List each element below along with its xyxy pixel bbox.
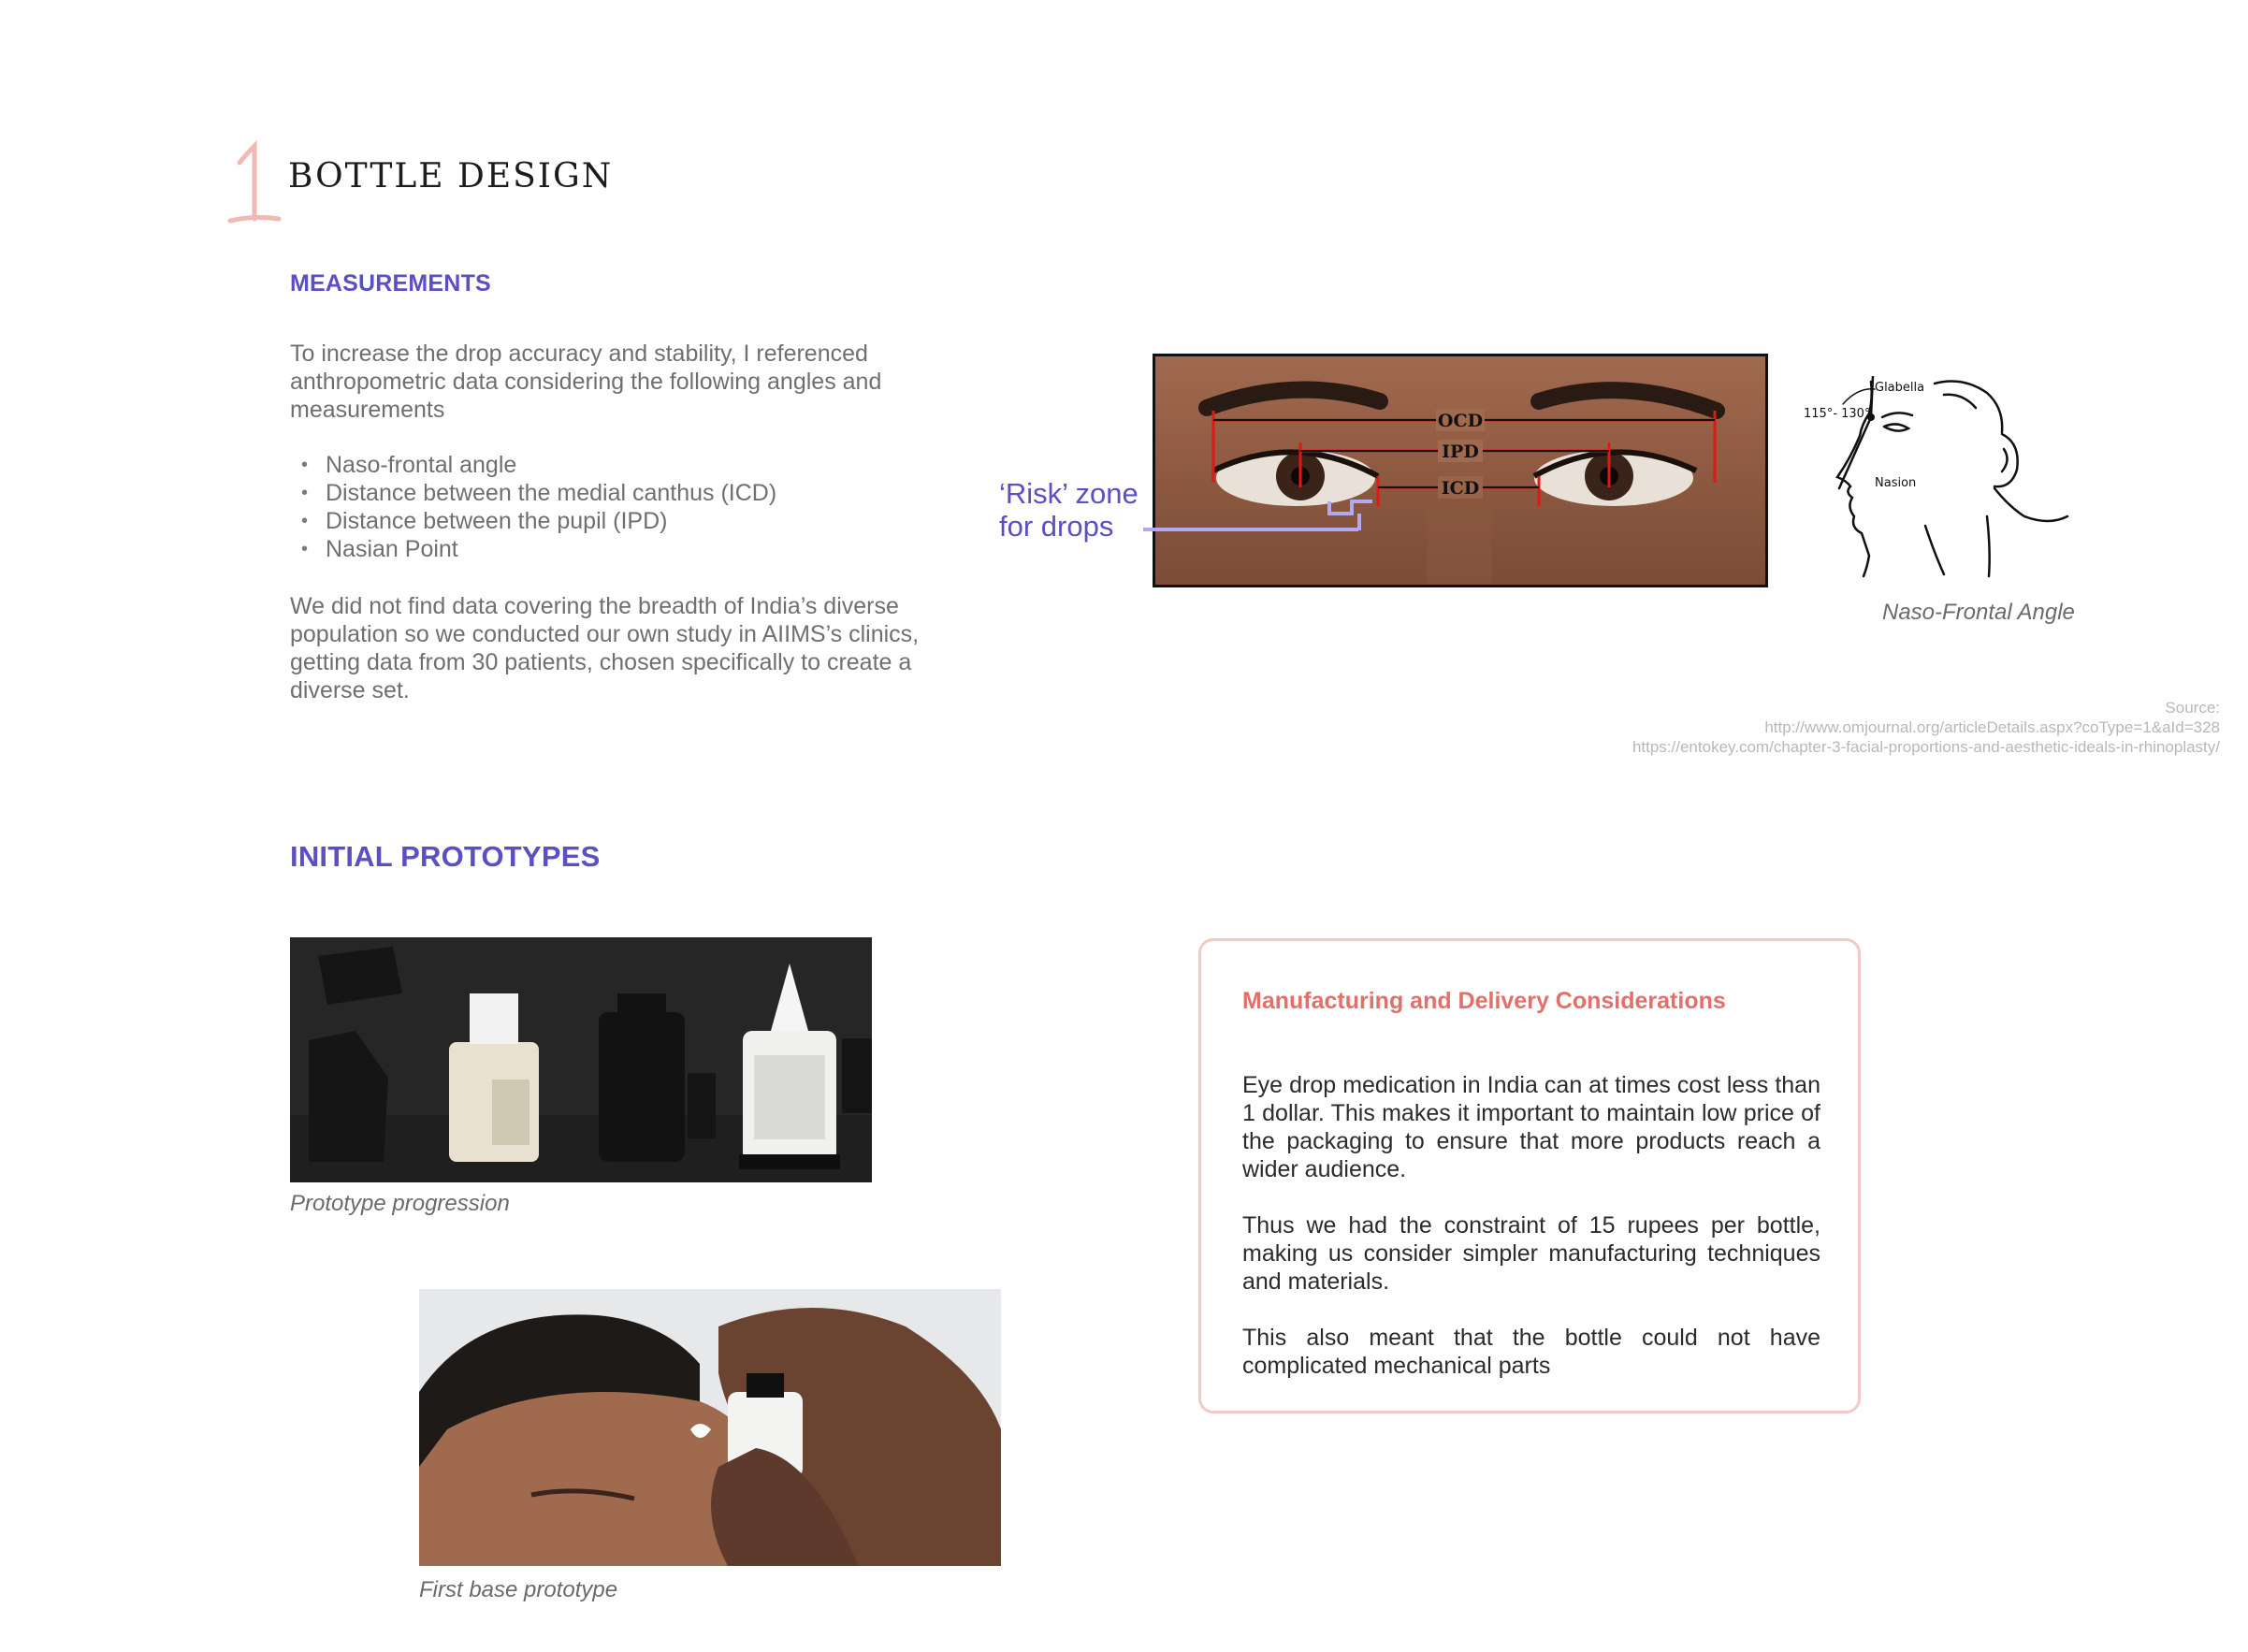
ipd-label: IPD bbox=[1442, 442, 1479, 462]
section-title: BOTTLE DESIGN bbox=[288, 157, 614, 196]
manufacturing-card bbox=[1198, 938, 1861, 1413]
source-block bbox=[1632, 698, 2220, 757]
source-link[interactable]: http://www.omjournal.org/articleDetails.aspx?coType=1&aId=328 bbox=[1764, 718, 2220, 736]
first-base-prototype-caption: First base prototype bbox=[419, 1577, 618, 1602]
manufacturing-paragraph: This also meant that the bottle could not have complicated mechanical parts bbox=[1242, 1325, 1820, 1379]
list-item: • Distance between the medial canthus (ICD) bbox=[297, 479, 776, 507]
risk-zone-pointer bbox=[1143, 528, 1358, 531]
list-item: • Nasian Point bbox=[297, 535, 776, 563]
manufacturing-paragraph: Eye drop medication in India can at times cost less than 1 dollar. This makes it important to maintain low price of the packaging to ensure that more products reach a wider audience. bbox=[1242, 1072, 1820, 1182]
naso-frontal-illustration bbox=[1804, 376, 2112, 584]
study-paragraph: We did not find data covering the breadth of India’s diverse population so we conducted our own study in AIIMS’s clinics, getting data from 30 patients, chosen specifically to create a diverse set. bbox=[290, 593, 920, 703]
manufacturing-title: Manufacturing and Delivery Considerations bbox=[1242, 988, 1726, 1014]
prototypes-heading: INITIAL PROTOTYPES bbox=[290, 840, 601, 873]
measurements-list bbox=[297, 451, 776, 563]
ocd-label: OCD bbox=[1437, 411, 1484, 431]
prototype-progression-caption: Prototype progression bbox=[290, 1191, 510, 1216]
first-base-prototype-photo bbox=[419, 1289, 1001, 1566]
manufacturing-body bbox=[1242, 1071, 1820, 1408]
measurements-heading: MEASUREMENTS bbox=[290, 270, 491, 297]
nasion-label: Nasion bbox=[1875, 476, 1917, 490]
angle-label: 115°- 130° bbox=[1804, 407, 1871, 421]
icd-label: ICD bbox=[1441, 478, 1480, 499]
section-number-graphic bbox=[223, 138, 283, 232]
eye-measurement-photo bbox=[1153, 354, 1768, 587]
measurements-intro: To increase the drop accuracy and stability, I referenced anthropometric data considering the following angles and measurements bbox=[290, 341, 882, 423]
list-item: • Distance between the pupil (IPD) bbox=[297, 507, 776, 535]
prototype-progression-photo bbox=[290, 937, 872, 1182]
glabella-label: Glabella bbox=[1875, 381, 1925, 395]
risk-zone-label: ‘Risk’ zone for drops bbox=[999, 477, 1139, 543]
list-item: • Naso-frontal angle bbox=[297, 451, 776, 479]
source-link[interactable]: https://entokey.com/chapter-3-facial-proportions-and-aesthetic-ideals-in-rhinoplasty/ bbox=[1632, 738, 2220, 756]
naso-frontal-caption: Naso-Frontal Angle bbox=[1882, 600, 2075, 625]
source-label: Source: bbox=[2165, 699, 2220, 717]
manufacturing-paragraph: Thus we had the constraint of 15 rupees per bottle, making us consider simpler manufacturing techniques and materials. bbox=[1242, 1212, 1820, 1295]
